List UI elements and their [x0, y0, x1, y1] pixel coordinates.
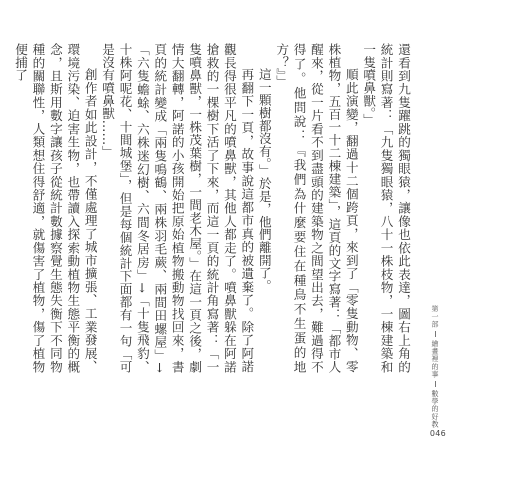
body-paragraph-2: 順此演變，翻過十二個跨頁，來到了「零隻動物、零株植物，五百一十二棟建築」，這頁的文字寫著：「都市人醒來，從一片看不到盡頭的建築物之間望出去，難過得不得了。他問說：『我們為什麼要住在種鳥不生蛋的地方？』」: [274, 43, 359, 373]
running-head-title: 繪畫裡的事: [431, 339, 439, 378]
body-paragraph-4: 再翻下一頁，故事說這都市真的被遺棄了。除了阿諾觀長得很平凡的噴鼻獸，其他人都走了。噴鼻獸躲在阿諾搶救的一棵樹下活了下來，而這一頁的統計角寫著：「一隻噴鼻獸，一株茂葉樹，一間老木屋。」在這一頁之後，劇情大翻轉，阿諾的小孩開始把原始植物搬動物找回來，書頁的統計變成「兩隻鳴鶴、兩株羽毛蕨、兩間田螺屋」→「六隻蟾蜍、六株迷幻樹、六間冬居房」→「十隻飛豹、十株阿呢花、十間城堡」，但是每個統計下面都有一句「可是沒有噴鼻獸……」: [100, 43, 255, 373]
body-text-column: [12, 43, 412, 373]
body-paragraph-5: 創作者如此設計，不僅處理了城市擴張、工業發展、環境污染、迫害生物，也帶讀入探索動植物生態平衡的概念，且斯用數字讓孩子從統計數據察覺生態失衡下不同物種的關聯性，人類想住得舒適，就傷害了植物，傷了植物便捕了: [13, 43, 98, 373]
body-paragraph-1: 還看到九隻躍跳的獨眼猿，讓像也依此表達，圖右上角的統計則寫著：「九隻獨眼猿，八十一株枝物，一棟建築和一隻噴鼻獸。」: [361, 43, 411, 373]
running-head-divider-2: [435, 381, 436, 387]
running-head-divider: [435, 331, 436, 337]
body-paragraph-3: 這一顆樹都沒有。」於是，他們離開了。: [256, 68, 272, 293]
running-head: [430, 305, 440, 428]
running-head-chapter: 第一部: [431, 305, 439, 328]
page-number: 046: [429, 429, 446, 438]
running-head-subtitle: 數學的好教: [431, 389, 439, 428]
